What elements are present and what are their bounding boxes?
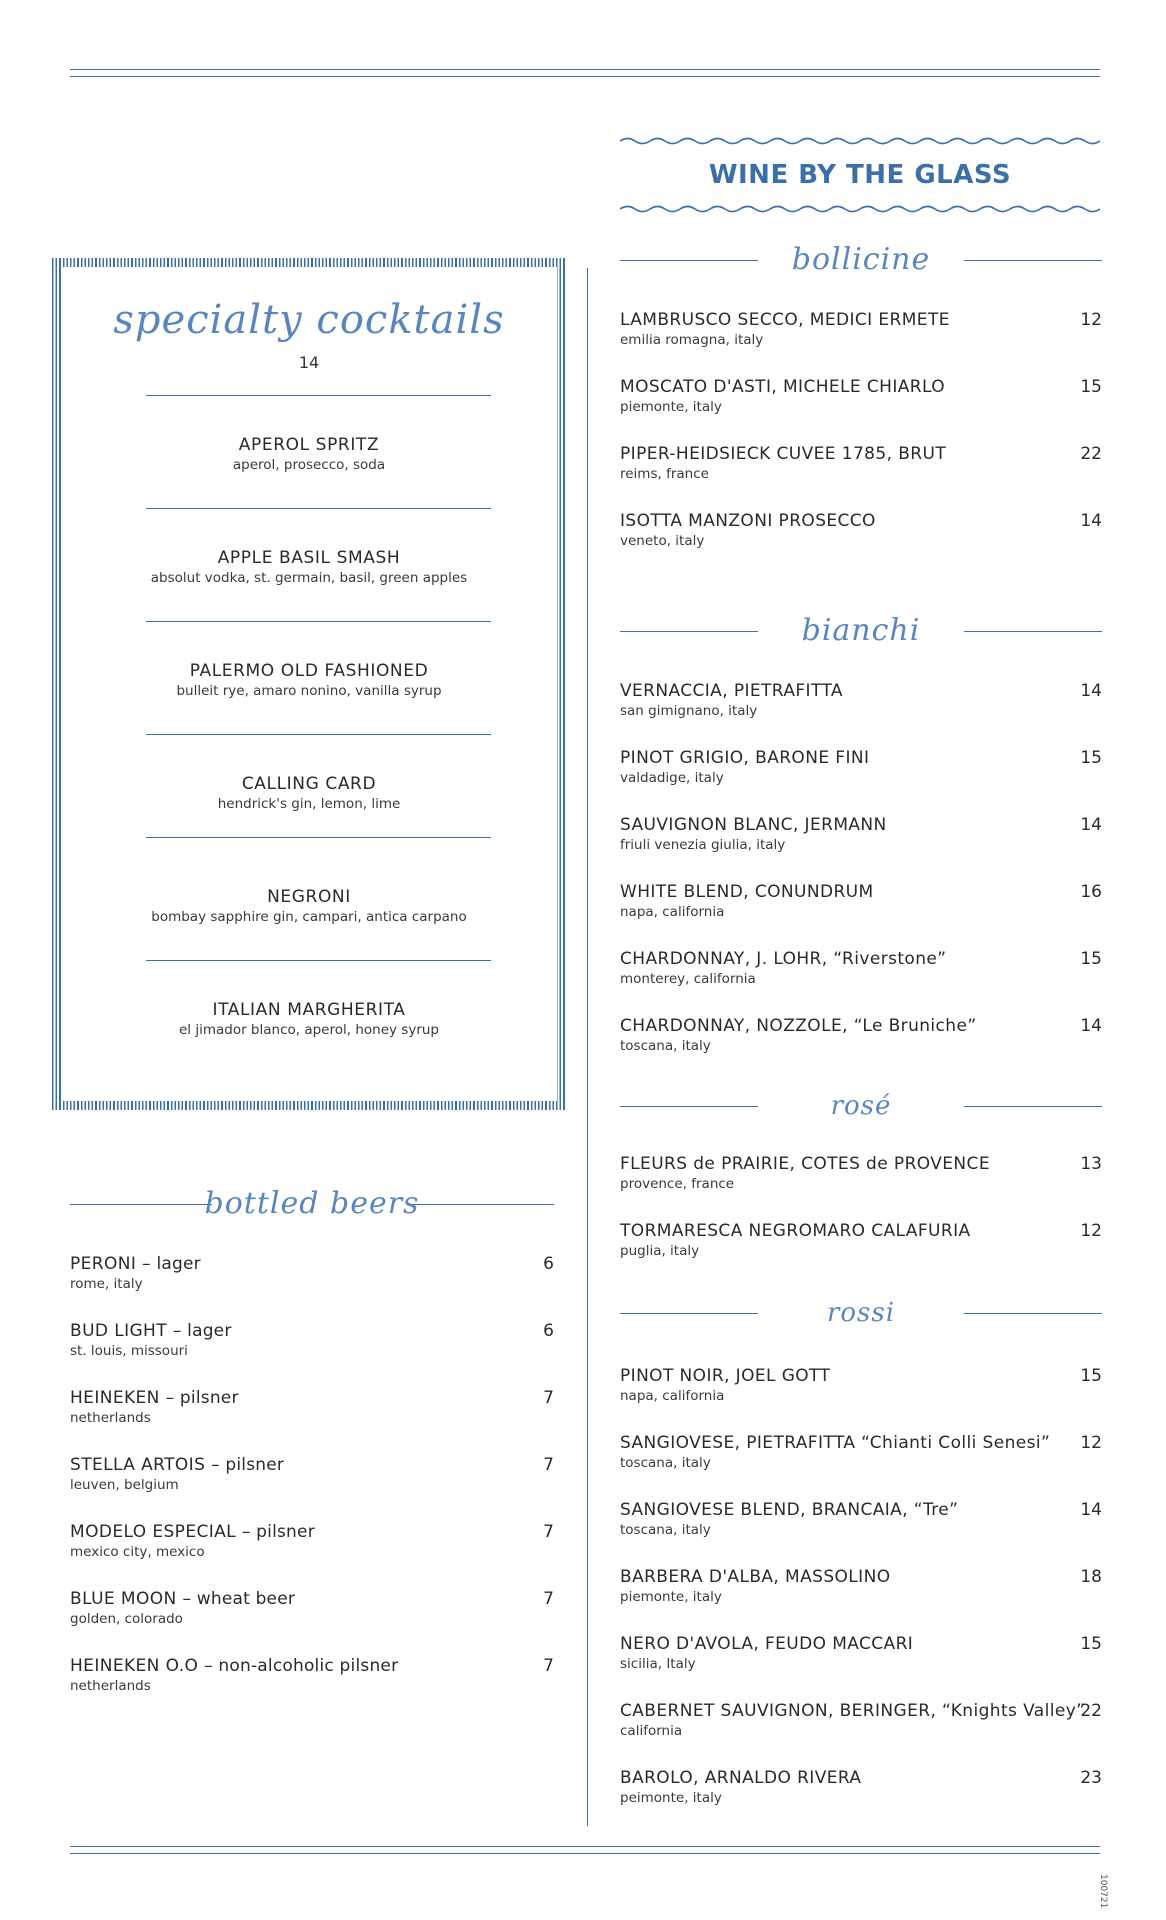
wine-name: SANGIOVESE, PIETRAFITTA “Chianti Colli Senesi” [620, 1433, 1051, 1453]
divider [146, 734, 491, 735]
beer-price: 6 [543, 1321, 554, 1341]
cocktails-title: specialty cocktails [113, 297, 505, 343]
divider [146, 508, 491, 509]
cocktail-item [61, 887, 557, 925]
wine-price: 14 [1080, 815, 1102, 835]
cocktail-name: PALERMO OLD FASHIONED [189, 661, 429, 681]
beer-name: HEINEKEN [70, 1388, 160, 1408]
wine-origin: peimonte, italy [620, 1790, 722, 1806]
wine-title: WINE BY THE GLASS [708, 160, 1012, 190]
wine-name: WHITE BLEND, CONUNDRUM [620, 882, 874, 902]
beer-origin: st. louis, missouri [70, 1343, 188, 1359]
beer-price: 7 [543, 1522, 554, 1542]
beer-origin: netherlands [70, 1678, 151, 1694]
wine-origin: napa, california [620, 1388, 725, 1404]
wine-price: 23 [1080, 1768, 1102, 1788]
wine-origin: sicilia, Italy [620, 1656, 696, 1672]
beer-origin: rome, italy [70, 1276, 143, 1292]
wine-origin: toscana, italy [620, 1455, 711, 1471]
beers-heading [70, 1184, 554, 1224]
cocktail-desc: el jimador blanco, aperol, honey syrup [178, 1022, 439, 1038]
wine-price: 12 [1080, 310, 1102, 330]
beers-title: bottled beers [204, 1186, 420, 1221]
wine-price: 14 [1080, 1500, 1102, 1520]
wine-name: FLEURS de PRAIRIE, COTES de PROVENCE [620, 1154, 990, 1174]
footer-code: 100721 [1098, 1874, 1108, 1909]
wine-price: 13 [1080, 1154, 1102, 1174]
beer-name: STELLA ARTOIS [70, 1455, 206, 1475]
rossi-heading [620, 1293, 1102, 1333]
rossi-title: rossi [826, 1298, 896, 1328]
wine-item [620, 1154, 990, 1192]
wine-item [620, 511, 876, 549]
beer-price: 7 [543, 1656, 554, 1676]
wine-item [620, 1701, 1085, 1739]
wine-item [620, 310, 950, 348]
cocktail-item [61, 774, 557, 812]
beer-item [70, 1455, 284, 1493]
top-double-rule [70, 69, 1100, 77]
beer-style: – pilsner [241, 1522, 315, 1542]
cocktail-item [61, 435, 557, 473]
wine-price: 12 [1080, 1221, 1102, 1241]
wine-name: CABERNET SAUVIGNON, BERINGER, “Knights Valley” [620, 1701, 1086, 1721]
wine-item [620, 1567, 890, 1605]
wine-item [620, 949, 946, 987]
wine-name: CHARDONNAY, NOZZOLE, “Le Bruniche” [620, 1016, 977, 1036]
wine-name: NERO D'AVOLA, FEUDO MACCARI [620, 1634, 914, 1654]
wine-origin: valdadige, italy [620, 770, 724, 786]
wine-name: LAMBRUSCO SECCO, MEDICI ERMETE [620, 310, 950, 330]
wine-origin: piemonte, italy [620, 1589, 722, 1605]
bottom-double-rule [70, 1846, 1100, 1854]
wine-origin: veneto, italy [620, 533, 705, 549]
divider [146, 395, 491, 396]
beer-origin: netherlands [70, 1410, 151, 1426]
cocktail-desc: absolut vodka, st. germain, basil, green apples [150, 570, 468, 586]
wine-origin: monterey, california [620, 971, 756, 987]
wine-name: PIPER-HEIDSIECK CUVEE 1785, BRUT [620, 444, 947, 464]
wine-origin: napa, california [620, 904, 725, 920]
divider [146, 837, 491, 838]
rose-heading [620, 1086, 1102, 1126]
bollicine-heading [620, 240, 1102, 280]
wine-item [620, 882, 874, 920]
wine-item [620, 1433, 1050, 1471]
beer-price: 6 [543, 1254, 554, 1274]
beer-price: 7 [543, 1388, 554, 1408]
wine-name: SANGIOVESE BLEND, BRANCAIA, “Tre” [620, 1500, 959, 1520]
wine-item [620, 1768, 861, 1806]
wine-item [620, 1221, 971, 1259]
beer-origin: leuven, belgium [70, 1477, 179, 1493]
wine-price: 15 [1080, 1634, 1102, 1654]
cocktail-name: NEGRONI [267, 887, 351, 907]
wine-origin: california [620, 1723, 683, 1739]
beer-name: HEINEKEN O.O [70, 1656, 199, 1676]
wine-price: 14 [1080, 511, 1102, 531]
cocktail-item [61, 548, 557, 586]
wine-origin: toscana, italy [620, 1038, 711, 1054]
wine-origin: emilia romagna, italy [620, 332, 764, 348]
wine-name: PINOT NOIR, JOEL GOTT [620, 1366, 831, 1386]
wine-name: BARBERA D'ALBA, MASSOLINO [620, 1567, 891, 1587]
wine-origin: san gimignano, italy [620, 703, 758, 719]
wine-item [620, 815, 887, 853]
wave-divider-top [620, 136, 1100, 146]
wine-origin: reims, france [620, 466, 709, 482]
cocktail-desc: bulleit rye, amaro nonino, vanilla syrup [176, 683, 442, 699]
beer-name: MODELO ESPECIAL [70, 1522, 237, 1542]
beer-style: – non-alcoholic pilsner [204, 1656, 399, 1676]
wine-price: 22 [1080, 444, 1102, 464]
beer-item [70, 1589, 295, 1627]
wine-origin: provence, france [620, 1176, 735, 1192]
specialty-cocktails-box [52, 258, 566, 1110]
cocktail-name: APEROL SPRITZ [238, 435, 380, 455]
beer-name: BUD LIGHT [70, 1321, 168, 1341]
beer-name: PERONI [70, 1254, 137, 1274]
cocktail-desc: aperol, prosecco, soda [232, 457, 386, 473]
cocktail-desc: bombay sapphire gin, campari, antica carpano [151, 909, 467, 925]
wine-item [620, 377, 945, 415]
wine-price: 16 [1080, 882, 1102, 902]
wine-price: 14 [1080, 681, 1102, 701]
beer-style: – pilsner [165, 1388, 239, 1408]
cocktail-item [61, 661, 557, 699]
wine-item [620, 1016, 977, 1054]
wine-price: 14 [1080, 1016, 1102, 1036]
wine-price: 15 [1080, 949, 1102, 969]
beer-origin: golden, colorado [70, 1611, 183, 1627]
cocktail-name: APPLE BASIL SMASH [217, 548, 401, 568]
wine-name: BAROLO, ARNALDO RIVERA [620, 1768, 862, 1788]
beer-origin: mexico city, mexico [70, 1544, 205, 1560]
wine-item [620, 748, 869, 786]
beer-style: – wheat beer [182, 1589, 296, 1609]
divider [146, 960, 491, 961]
wine-item [620, 1500, 958, 1538]
wine-name: VERNACCIA, PIETRAFITTA [620, 681, 843, 701]
wine-price: 22 [1080, 1701, 1102, 1721]
column-divider [587, 268, 588, 1826]
wine-price: 15 [1080, 748, 1102, 768]
wine-origin: puglia, italy [620, 1243, 700, 1259]
wine-origin: friuli venezia giulia, italy [620, 837, 786, 853]
beer-price: 7 [543, 1455, 554, 1475]
wine-item [620, 1634, 913, 1672]
bianchi-title: bianchi [801, 613, 921, 648]
beer-style: – lager [172, 1321, 232, 1341]
beer-item [70, 1388, 239, 1426]
cocktail-name: ITALIAN MARGHERITA [212, 1000, 406, 1020]
wine-name: TORMARESCA NEGROMARO CALAFURIA [620, 1221, 971, 1241]
beer-name: BLUE MOON [70, 1589, 177, 1609]
wine-price: 15 [1080, 377, 1102, 397]
wine-price: 12 [1080, 1433, 1102, 1453]
wine-origin: piemonte, italy [620, 399, 722, 415]
cocktails-price: 14 [298, 353, 320, 372]
wine-price: 15 [1080, 1366, 1102, 1386]
bianchi-heading [620, 611, 1102, 651]
beer-price: 7 [543, 1589, 554, 1609]
wine-name: CHARDONNAY, J. LOHR, “Riverstone” [620, 949, 947, 969]
beer-item [70, 1254, 201, 1292]
beer-style: – lager [142, 1254, 201, 1274]
rose-title: rosé [830, 1091, 892, 1121]
beer-item [70, 1522, 315, 1560]
wine-name: MOSCATO D'ASTI, MICHELE CHIARLO [620, 377, 946, 397]
wine-price: 18 [1080, 1567, 1102, 1587]
wine-name: PINOT GRIGIO, BARONE FINI [620, 748, 870, 768]
beer-style: – pilsner [211, 1455, 285, 1475]
wine-item [620, 444, 946, 482]
cocktail-name: CALLING CARD [241, 774, 377, 794]
divider [146, 621, 491, 622]
beer-item [70, 1656, 398, 1694]
wine-origin: toscana, italy [620, 1522, 711, 1538]
wine-item [620, 681, 843, 719]
beer-item [70, 1321, 232, 1359]
wine-name: ISOTTA MANZONI PROSECCO [620, 511, 876, 531]
wine-name: SAUVIGNON BLANC, JERMANN [620, 815, 887, 835]
cocktail-item [61, 1000, 557, 1038]
wine-item [620, 1366, 830, 1404]
bollicine-title: bollicine [791, 242, 931, 277]
wave-divider-bottom [620, 204, 1100, 214]
cocktail-desc: hendrick's gin, lemon, lime [217, 796, 401, 812]
